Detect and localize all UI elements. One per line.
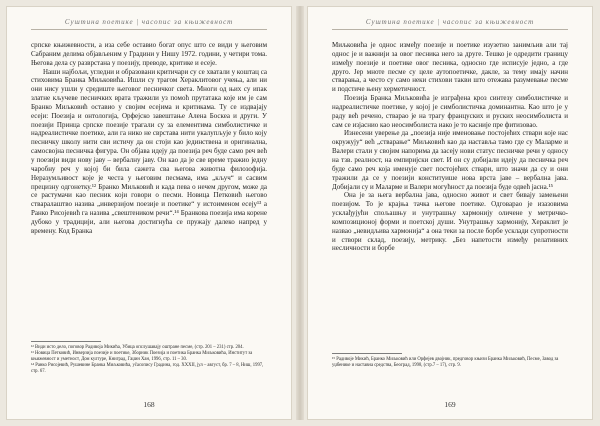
footnote: ¹² Види исто дело, поговор Радивоја Микића, Убица опслушавају оштране песме, (стр. 201 – 231) стр. 204. (31, 345, 244, 350)
paragraph: Изнесени уверење да „поезија није именовање постојећих ствари које нас окружују“ већ „стварање“ Миљковић као да наставља тамо где су Маларме и Валери стали у својим напорима да засеју нови статус песничке речи у односу на тзв. реалност, на емпиријски свет. И он су добијали идеју да песничка реч буде само реч која именује свет постојећих ствари, што значи да су и они тражили да се у поезији конституише нова врста јаве – вербална јава. Добијали су и Маларме и Валери могућност да поезија буде одвећ јасна.¹⁵ (332, 129, 568, 191)
running-head: Суштина поетике | часопис за књижевност (64, 18, 234, 26)
body-text (31, 41, 267, 236)
paragraph: Миљковића је однос између поезије и поетике изузетно занимљив али тај однос је и важнији за овог песника него за друге. Тешко је одредити границу између поезије и поетике овог песника, односно где исписује једно, а где друго. Јер мноте песме су целе аутопоетичке, дакле, за тему имају начин стварања, а често су само неки стихови такви што отежава разумевање песме и подстиче њену херметичност. (332, 41, 568, 94)
book-gutter (296, 6, 304, 420)
right-page (307, 6, 593, 420)
footnote: ¹³ Новица Петковић, Инверзија поезије и поетике, Зборник Поезија и поетика Бранка Миљковића, Институт за књижевност и уметност, Дом културе, Книград, Гаџин Хан, 1996, стр. 11 – 30. (31, 351, 253, 362)
paragraph: српске књижевности, а иза себе оставио богат опус што се види у његовим Сабраним делима објављеним у Градини у Нишу 1972. години, у четири тома. Његова дела су разврстана у поезију, преводе, критике и есеје. (31, 41, 267, 67)
footnotes (31, 345, 267, 375)
footnote-rule (332, 353, 402, 354)
header-rule (31, 29, 267, 30)
left-page (6, 6, 292, 420)
page-number: 169 (444, 400, 456, 409)
page-number: 168 (143, 400, 155, 409)
running-head: Суштина поетике | часопис за књижевност (365, 18, 535, 26)
footnote: ¹⁴ Ранко Рисојевић, Рушевине Бранка Миљковића, уčасопису Градина, год. XXXII, јул – август, бр. 7 – 8, Ниш, 1997, стр. 67. (31, 363, 264, 374)
footnote: ¹⁵ Радивоје Микић, Бранко Миљковић или Орфејев двојник, предговор књизи Бранка Миљковић, Песме, Завод за уџбенике и наставна средства, Београд, 1998, (стр.7 – 17), стр. 9. (332, 357, 559, 368)
body-text (332, 41, 568, 253)
paragraph: Наши најбољи, угледни и образовани критичари су се хватали у коштац са стиховима Бранка Миљковића. Ишли су трагом Хераклитовог учења, али ни они нису ушли у средиште његовог песничког света. Многи од њих су ипак златне кључеве песничких врата тражили уз помоћ прутатака које им је сам Бранко Миљковић оставио у својим есејима и критикама. Ту се издвајају есеји: Поезија и онтологија, Орфејско завештање Алена Боскеа и други. У поезији Принца српске поезије трагали су за елементима симболистичке и надреалистичке поетике, али га нико не сврстава нити укалупљује у било коју песничку школу нити сви истичу да он стоји као јединствена и оригинална, самосвојна песничка фигура. Он објава идеју да поезија реч буде само реч већ у поезији види нову јаву – вербалну јаву. Он као да је све време тражио једну чаробну реч у којој би била сажета сва његова животна филозофија. Неразумљивост које је честа у његовим песмама, има „кључ“ и сасвим прецизну одгонетку.¹² Бранко Миљковић и када пева о нечем другом, може да се растумачи као песник који говори о песми. Новица Петковић његово стваралаштво назива „инверзијом поезије и поетике“ у истоименом есеју¹³ а Ранко Рисојевић га назива „свештеником речи“.¹⁴ Бранкова поезија има корене дубоко у традицији, али његова достигнућа се пружају далеко напред у времену. Код Бранка (31, 67, 267, 235)
paragraph: Поезија Бранка Миљковића је изграђена кроз синтезу симболистичке и надреалистичке поетике, у којој је симболистичка доминантна. Као што је у раду већ речено, стварао је на трагу француских и руских неосимболиста и сам се изјаснио као неосимболиста иако је то касније пре фитизовао. (332, 94, 568, 129)
footnote-rule (31, 341, 101, 342)
paragraph: Она је за њега вербална јава, односно живот и свет бивају замењени поезијом. То је крајња тачка његове поетике. Одговарао је изазовима усклађујући спољашњу и унутрашњу хармонију оличене у метричко-композиционој форми и поетској души. Унутрашњу хармонију, Хераклит је назвао „невидљива хармонија“ а она теки за после борбе усклади супротности и створи склад, поезију, метрику. „Без напетости између релативних несличности и борбе (332, 191, 568, 253)
footnotes (332, 357, 568, 369)
header-rule (332, 29, 568, 30)
